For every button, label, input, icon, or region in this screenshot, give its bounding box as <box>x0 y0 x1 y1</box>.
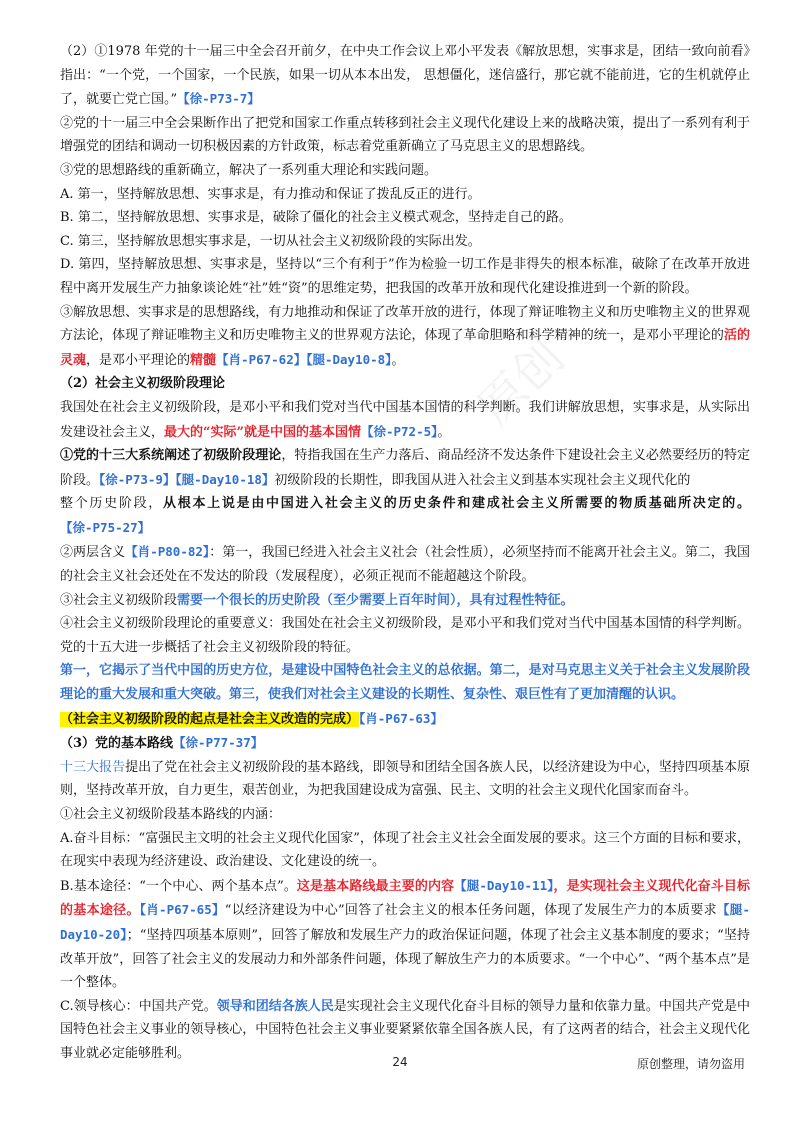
source-reference: 【徐-P72-5】 <box>360 423 438 439</box>
paragraph-ideological-line: ③党的思想路线的重新确立，解决了一系列重大理论和实践问题。 <box>60 162 438 178</box>
emphasis-red: 精髓 <box>190 352 217 368</box>
paragraph-basic-line <box>60 756 750 803</box>
emphasis-bold: 从根本上说是由中国进入社会主义的历史条件和建成社会主义所需要的物质基础所决定的 <box>163 496 737 512</box>
source-reference: 【徐-P73-7】 <box>177 91 260 107</box>
source-reference: 【徐-P75-27】 <box>60 519 151 535</box>
paragraph-thirteenth-congress <box>60 444 750 492</box>
text: B.基本途径：“一个中心、两个基本点”。 <box>60 878 297 894</box>
text: 。 <box>391 352 405 368</box>
section-heading-primary-stage: （2）社会主义初级阶段理论 <box>60 376 226 392</box>
source-reference: 【徐-P73-9】【腿-Day10-18】 <box>99 471 275 487</box>
paragraph-third-plenum: ②党的十一届三中全会果断作出了把党和国家工作重点转移到社会主义现代化建设上来的战略决策，提出了一系列有利于增强党的团结和调动一切积极因素的方针政策，标志着党重新确立了马克思主义的思想路线。 <box>60 115 750 155</box>
emphasis-red: ，是实现社会主义现代化奋斗目标的基本途径。 <box>60 878 750 919</box>
paragraph-starting-point <box>60 707 750 732</box>
source-reference: 【肖-P67-62】【腿-Day10-8】 <box>216 351 392 367</box>
text: 是实现社会主义现代化奋斗目标的领导力量和依靠力量。中国共产党是中国特色社会主义事业的领导核心，中国特色社会主义事业要紧紧依靠全国各族人民，有了这两者的结合，社会主义现代化事业就必定能够胜利。 <box>60 998 750 1061</box>
section-heading-basic-line <box>60 731 750 756</box>
emphasis-blue: 十三大报告 <box>60 759 126 775</box>
emphasis-bold: ①党的十三大系统阐述了初级阶段理论 <box>60 448 282 464</box>
text: ：第一，我国已经进入社会主义社会（社会性质），必须坚持而不能离开社会主义。第二，我国的社会主义社会还处在不发达的阶段（发展程度），必须正视而不能超越这个阶段。 <box>60 545 750 585</box>
text: 。 <box>437 424 451 440</box>
emphasis-blue: 需要一个很长的历史阶段（至少需要上百年时间），具有过程性特征。 <box>177 592 574 608</box>
text: ②两层含义 <box>60 545 126 561</box>
source-reference: 【腿-Day10-20】 <box>60 902 751 942</box>
emphasis-red: 最大的“实际”就是中国的基本国情 <box>164 424 361 440</box>
source-reference: 【肖-P80-82】 <box>125 544 210 560</box>
text: ，是邓小平理论的 <box>86 352 191 368</box>
paragraph-connotation: ①社会主义初级阶段基本路线的内涵： <box>60 807 282 822</box>
text: 我国处在社会主义初级阶段，是邓小平和我们党对当代中国基本国情的科学判断。我们讲解放思想，实事求是，从实际出发建设社会主义， <box>60 399 750 440</box>
paragraph-living-soul <box>60 301 750 373</box>
text: 整个历史阶段， <box>60 496 164 512</box>
text: C.领导核心：中国共产党。 <box>60 998 217 1014</box>
page-number: 24 <box>392 1055 408 1069</box>
source-reference: 【肖-P67-65】 <box>139 902 225 918</box>
paragraph-basic-approach <box>60 874 750 995</box>
text: “以经济建设为中心”回答了社会主义的根本任务问题，体现了发展生产力的本质要求 <box>224 903 717 919</box>
watermark: 原创 <box>467 328 575 437</box>
heading-text: （3）党的基本路线 <box>60 736 174 752</box>
document-body <box>60 40 750 1066</box>
paragraph-two-meanings <box>60 540 750 588</box>
paragraph-significance-points: 第一，它揭示了当代中国的历史方位，是建设中国特色社会主义的总依据。第二，是对马克思主义关于社会主义发展阶段理论的重大发展和重大突破。第三，使我们对社会主义建设的长期性、复杂性、艰巨性有了更加清醒的认识。 <box>60 663 750 703</box>
paragraph-1978-speech <box>60 40 750 112</box>
text: ③解放思想、实事求是的思想路线，有力地推动和保证了改革开放的进行，体现了辩证唯物主义和历史唯物主义的世界观方法论，体现了辩证唯物主义和历史唯物主义的世界观方法论，体现了革命胆略和科学精神的统一，是邓小平理论的 <box>60 304 750 344</box>
text: 初级阶段的长期性，即我国从进入社会主义到基本实现社会主义现代化的 <box>274 472 691 488</box>
text: 。 <box>736 496 750 512</box>
text: ，特指我国在生产力落后、商品经济不发达条件下建设社会主义必然要经历的特定阶段。 <box>60 448 750 488</box>
source-reference: 【徐-P77-37】 <box>173 735 264 751</box>
footer-note: 原创整理，请勿盗用 <box>637 1057 746 1071</box>
list-item-b: B. 第二，坚持解放思想、实事求是，破除了僵化的社会主义模式观念，坚持走自己的路。 <box>60 210 572 226</box>
paragraph-long-stage <box>60 589 750 613</box>
list-item-c: C. 第三，坚持解放思想实事求是，一切从社会主义初级阶段的实际出发。 <box>60 233 481 249</box>
paragraph-goal: A.奋斗目标：“富强民主文明的社会主义现代化国家”，体现了社会主义社会全面发展的要求。这三个方面的目标和要求，在现实中表现为经济建设、政治建设、文化建设的统一。 <box>60 830 750 870</box>
emphasis-red: 这是基本路线最主要的内容 <box>296 878 455 894</box>
source-reference: 【肖-P67-63】 <box>359 710 443 726</box>
emphasis-blue: 领导和团结各族人民 <box>216 998 334 1014</box>
emphasis-red: 活的灵魂 <box>60 328 750 368</box>
text: （2）①1978 年党的十一届三中全会召开前夕，在中央工作会议上邓小平发表《解放思想，实事求是，团结一致向前看》指出：“一个党，一个国家，一个民族，如果一切从本本出发， 思想僵化，迷信盛行，那它就不能前进，它的生机就停止了，就要亡党亡国。” <box>60 44 750 108</box>
text: 提出了党在社会主义初级阶段的基本路线，即领导和团结全国各族人民，以经济建设为中心，坚持四项基本原则，坚持改革开放，自力更生，艰苦创业，为把我国建设成为富强、民主、文明的社会主义现代化国家而奋斗。 <box>60 759 750 799</box>
highlighted-note: （社会主义初级阶段的起点是社会主义改造的完成） <box>60 711 360 727</box>
text: ；“坚持四项基本原则”，回答了解放和发展生产力的政治保证问题，体现了社会主义基本制度的要求；“坚持改革开放”，回答了社会主义的发展动力和外部条件问题，体现了解放生产力的本质要求。“一个中心”、“两个基本点”是一个整体。 <box>60 927 750 991</box>
list-item-d: D. 第四，坚持解放思想、实事求是，坚持以“三个有利于”作为检验一切工作是非得失的根本标准，破除了在改革开放进程中离开发展生产力抽象谈论姓“社”姓“资”的思维定势，把我国的改革开放和现代化建设推进到一个新的阶段。 <box>60 257 750 296</box>
paragraph-historical-stage <box>60 492 750 540</box>
paragraph-significance: ④社会主义初级阶段理论的重要意义：我国处在社会主义初级阶段，是邓小平和我们党对当代中国基本国情的科学判断。党的十五大进一步概括了社会主义初级阶段的特征。 <box>60 616 750 655</box>
paragraph-basic-national-conditions <box>60 396 750 444</box>
text: ③社会主义初级阶段 <box>60 592 178 608</box>
list-item-a: A. 第一，坚持解放思想、实事求是，有力推动和保证了拨乱反正的进行。 <box>60 186 481 202</box>
source-reference: 【腿-Day10-11】 <box>454 877 554 893</box>
